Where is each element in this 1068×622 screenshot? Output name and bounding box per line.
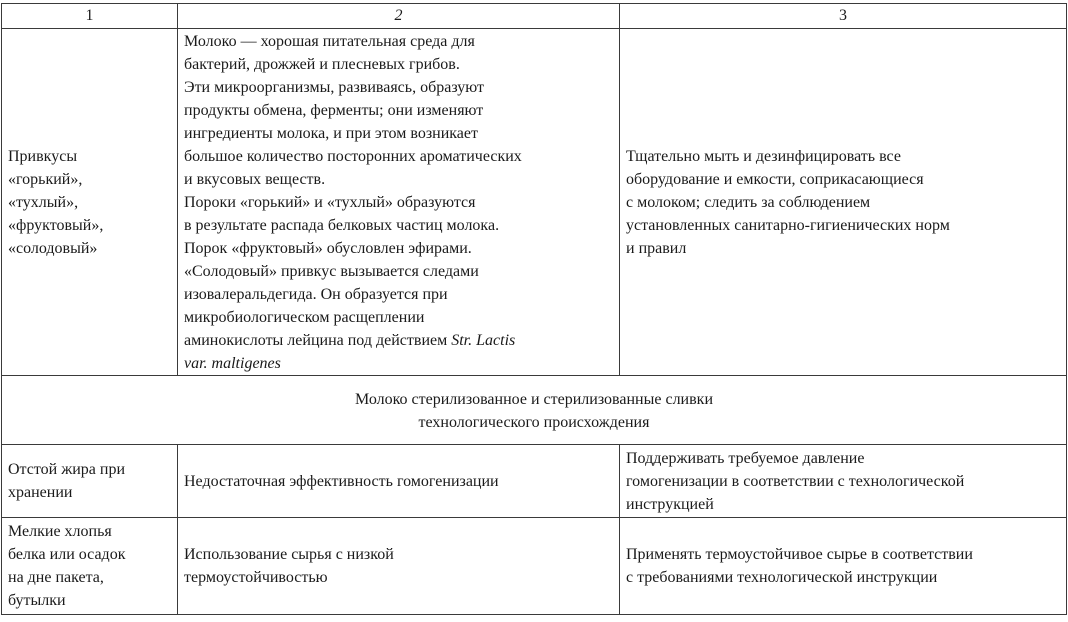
text-line: «тухлый»,	[8, 193, 79, 211]
text-line: в результате распада белковых частиц молока.	[184, 216, 500, 234]
text-line: Тщательно мыть и дезинфицировать все	[626, 147, 901, 165]
text-line: на дне пакета,	[8, 569, 104, 586]
header-col-1: 1	[2, 4, 178, 29]
section-line: технологического происхождения	[418, 414, 650, 431]
remedy-cell	[620, 445, 1067, 518]
header-row	[2, 4, 1067, 29]
text-line: бактерий, дрожжей и плесневых грибов.	[184, 55, 460, 73]
text-line: ингредиенты молока, и при этом возникает	[184, 124, 478, 142]
text-line: и вкусовых веществ.	[184, 170, 326, 188]
text-line: оборудование и емкости, соприкасающиеся	[626, 170, 924, 188]
text-line: бутылки	[8, 592, 66, 609]
text-line: Использование сырья с низкой	[184, 546, 394, 563]
section-heading	[2, 376, 1067, 445]
species-variety: var. maltigenes	[184, 354, 281, 372]
text-line: Порок «фруктовый» обусловлен эфирами.	[184, 239, 472, 257]
text-line: изовалеральдегида. Он образуется при	[184, 285, 448, 303]
table-row	[2, 29, 1067, 376]
section-line: Молоко стерилизованное и стерилизованные сливки	[354, 391, 713, 408]
text-line: «горький»,	[8, 170, 83, 188]
text-line: Привкусы	[8, 147, 78, 165]
text-line: с требованиями технологической инструкции	[626, 569, 938, 586]
text-line: «фруктовый»,	[8, 216, 104, 234]
text-line: большое количество посторонних ароматических	[184, 147, 522, 165]
text-line: Мелкие хлопья	[8, 523, 112, 540]
text-line: термоустойчивостью	[184, 569, 328, 586]
table-row	[2, 445, 1067, 518]
header-col-3: 3	[620, 4, 1067, 29]
text-line: установленных санитарно-гигиенических норм	[626, 216, 950, 234]
cause-cell	[178, 445, 620, 518]
defects-table	[1, 3, 1067, 615]
text-line: белка или осадок	[8, 546, 126, 563]
text-line: «Солодовый» привкус вызывается следами	[184, 262, 479, 280]
text-line: микробиологическом расщеплении	[184, 308, 425, 326]
defect-cell	[2, 518, 178, 615]
text-fragment: аминокислоты лейцина под действием	[184, 331, 452, 349]
text-line: инструкцией	[626, 495, 714, 513]
species-name: Str. Lactis	[451, 331, 516, 349]
cause-cell	[178, 29, 620, 376]
text-line: «солодовый»	[8, 239, 98, 257]
remedy-cell	[620, 29, 1067, 376]
text-line: и правил	[626, 239, 687, 257]
text-line: Отстой жира при	[8, 461, 126, 478]
text-line: Пороки «горький» и «тухлый» образуются	[184, 193, 476, 211]
remedy-cell	[620, 518, 1067, 615]
text-line: Недостаточная эффективность гомогенизации	[184, 472, 499, 490]
table-row	[2, 518, 1067, 615]
defect-cell	[2, 445, 178, 518]
cause-cell	[178, 518, 620, 615]
text-line: с молоком; следить за соблюдением	[626, 193, 871, 211]
text-line: Молоко — хорошая питательная среда для	[184, 32, 475, 50]
text-line: продукты обмена, ферменты; они изменяют	[184, 101, 484, 119]
section-row	[2, 376, 1067, 445]
text-line: гомогенизации в соответствии с технологической	[626, 472, 965, 490]
defect-cell	[2, 29, 178, 376]
text-line: Эти микроорганизмы, развиваясь, образуют	[184, 78, 485, 96]
text-line: хранении	[8, 484, 73, 501]
text-line: Поддерживать требуемое давление	[626, 449, 865, 467]
text-line: Применять термоустойчивое сырье в соответствии	[626, 546, 973, 563]
header-col-2: 2	[178, 4, 620, 29]
text-line	[184, 329, 613, 352]
